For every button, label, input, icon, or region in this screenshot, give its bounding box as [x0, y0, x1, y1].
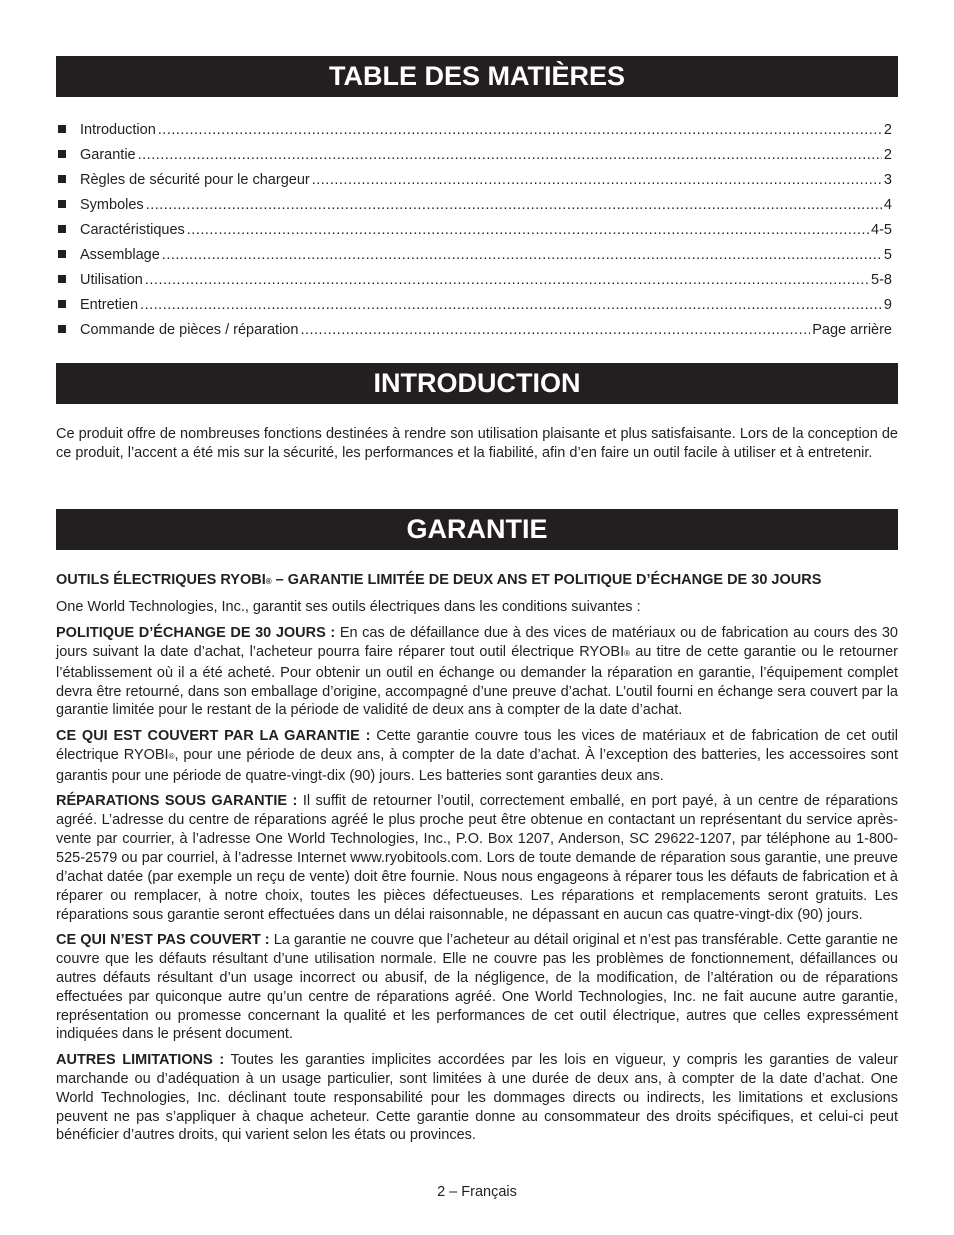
toc-item[interactable]: [56, 322, 892, 347]
dot-leader: [158, 122, 882, 138]
toc-item[interactable]: [56, 247, 892, 272]
toc-item[interactable]: [56, 172, 892, 197]
garantie-paragraph: [56, 1051, 898, 1146]
paragraph-text: En cas de défaillance due à des vices de matériaux ou de fabrication au cours des 30 jours suivant la date d’achat, l’acheteur pourra faire réparer tout outil électrique RYOBI: [56, 624, 898, 660]
dot-leader: [140, 297, 882, 313]
toc-item[interactable]: [56, 222, 892, 247]
garantie-lead: One World Technologies, Inc., garantit ses outils électriques dans les conditions suivantes :: [56, 599, 641, 616]
garantie-paragraph: [56, 624, 898, 721]
dot-leader: [162, 247, 882, 263]
toc-item[interactable]: [56, 122, 892, 147]
registered-mark: ®: [624, 648, 631, 658]
paragraph-heading: POLITIQUE D’ÉCHANGE DE 30 JOURS :: [56, 624, 336, 641]
dot-leader: [300, 322, 810, 338]
toc-item-page: 5-8: [871, 272, 892, 288]
toc-item-page: Page arrière: [812, 322, 892, 338]
dot-leader: [146, 197, 882, 213]
bullet-square-icon: [58, 325, 66, 333]
bullet-square-icon: [58, 225, 66, 233]
garantie-subtitle: [56, 571, 898, 592]
bullet-square-icon: [58, 150, 66, 158]
paragraph-text: Cette garantie couvre tous les vices de matériaux et de fabrication de cet outil électrique RYOBI: [56, 727, 898, 763]
bullet-square-icon: [58, 300, 66, 308]
toc-item-label: Introduction: [80, 122, 156, 138]
garantie-heading: GARANTIE: [56, 509, 898, 550]
toc-item-label: Règles de sécurité pour le chargeur: [80, 172, 310, 188]
table-of-contents: [56, 122, 892, 347]
paragraph-text: au titre de cette garantie ou le retourner l’établissement où il a été acheté. Pour obtenir un outil en échange ou demander la réparation en garantie, l’équipement complet devra être retourné, dans son emballage d’origine, accompagné d’une preuve d’achat. L’outil fourni en échange sera couvert par la garantie limitée pour le restant de la période de validité de deux ans à compter de la date d’achat.: [56, 643, 898, 719]
introduction-heading: INTRODUCTION: [56, 363, 898, 404]
toc-item-label: Assemblage: [80, 247, 160, 263]
paragraph-text: Toutes les garanties implicites accordées par les lois en vigueur, y compris les garanties de valeur marchande ou d’adéquation à un usage particulier, sont limitées à une durée de deux ans, à compter de la date d’achat. One World Technologies, Inc. déclinant toute responsabilité pour les dommages directs ou indirects, les limitations et exclusions peuvent ne pas s’appliquer à chaque acheteur. Cette garantie donne au consommateur des droits spécifiques, et celui-ci peut bénéficier d’autres droits, qui varient selon les états ou provinces.: [56, 1051, 898, 1144]
bullet-square-icon: [58, 175, 66, 183]
toc-item[interactable]: [56, 197, 892, 222]
toc-item-page: 3: [883, 172, 892, 188]
dot-leader: [138, 147, 882, 163]
dot-leader: [145, 272, 869, 288]
bullet-square-icon: [58, 250, 66, 258]
subtitle-rest: – GARANTIE LIMITÉE DE DEUX ANS ET POLITIQUE D’ÉCHANGE DE 30 JOURS: [271, 572, 822, 588]
garantie-paragraph: [56, 727, 898, 786]
subtitle-brand: OUTILS ÉLECTRIQUES RYOBI: [56, 572, 266, 588]
garantie-paragraph: [56, 792, 898, 924]
bullet-square-icon: [58, 200, 66, 208]
dot-leader: [187, 222, 869, 238]
toc-item-label: Caractéristiques: [80, 222, 185, 238]
toc-item[interactable]: [56, 147, 892, 172]
toc-item-page: 5: [883, 247, 892, 263]
toc-heading: TABLE DES MATIÈRES: [56, 56, 898, 97]
garantie-paragraph: [56, 931, 898, 1044]
bullet-square-icon: [58, 275, 66, 283]
toc-item-label: Entretien: [80, 297, 139, 313]
toc-item-page: 2: [883, 122, 892, 138]
paragraph-text: La garantie ne couvre que l’acheteur au détail original et n’est pas transférable. Cette garantie ne couvre que les défauts résultant d’une utilisation normale. Elle ne couvre pas les problèmes de fonctionnement, défaillances ou autres défauts résultant d’un usage incorrect ou abusif, de la négligence, de la modification, de l’altération ou de réparations effectuées par quiconque autre qu’un centre de réparations agréé. One World Technologies, Inc. ne fait aucune autre garantie, représentation ou promesse concernant la qualité et les performances de cet outil électrique, autres que celles expressément indiquées dans le présent document.: [56, 931, 898, 1043]
paragraph-heading: RÉPARATIONS SOUS GARANTIE :: [56, 793, 298, 810]
toc-item-page: 2: [883, 147, 892, 163]
paragraph-heading: CE QUI EST COUVERT PAR LA GARANTIE :: [56, 727, 371, 744]
paragraph-heading: CE QUI N’EST PAS COUVERT :: [56, 931, 270, 948]
registered-mark: ®: [168, 751, 175, 761]
toc-item-page: 4-5: [871, 222, 892, 238]
toc-item-label: Symboles: [80, 197, 144, 213]
dot-leader: [312, 172, 882, 188]
garantie-body: [56, 571, 898, 1152]
toc-item[interactable]: [56, 297, 892, 322]
toc-item-page: 4: [883, 197, 892, 213]
page-footer: 2 – Français: [437, 1184, 517, 1200]
toc-item-label: Utilisation: [80, 272, 143, 288]
toc-item-label: Commande de pièces / réparation: [80, 322, 299, 338]
toc-item-page: 9: [883, 297, 892, 313]
bullet-square-icon: [58, 125, 66, 133]
registered-mark: ®: [265, 577, 272, 586]
paragraph-text: Il suffit de retourner l’outil, correctement emballé, en port payé, à un centre de réparations agréé. L’adresse du centre de réparations agréé le plus proche peut être obtenue en contactant un représentant du service après-vente par courrier, à l’adresse One World Technologies, Inc., P.O. Box 1207, Anderson, SC 29622-1207, par téléphone au 1-800-525-2579 ou par courriel, à l’adresse Internet www.ryobitools.com. Lors de toute demande de réparation sous garantie, une preuve d’achat datée (par exemple un reçu de vente) doit être fournie. Nous nous engageons à réparer tous les défauts de fabrication et à réparer ou remplacer, à notre choix, toutes les pièces défectueuses. Les réparations et remplacements seront gratuits. Les réparations sous garantie seront effectuées dans un délai raisonnable, ne dépassant en aucun cas quatre-vingt-dix (90) jours.: [56, 793, 898, 923]
introduction-text: Ce produit offre de nombreuses fonctions destinées à rendre son utilisation plaisante et plus satisfaisante. Lors de la conception de ce produit, l’accent a été mis sur la sécurité, les performances et la fiabilité, afin d’en faire un outil facile à utiliser et à entretenir.: [56, 426, 898, 461]
toc-item-label: Garantie: [80, 147, 136, 163]
paragraph-text: , pour une période de deux ans, à compter de la date d’achat. À l’exception des batteries, les accessoires sont garantis pour une période de quatre-vingt-dix (90) jours. Les batteries sont garanties deux ans.: [56, 746, 898, 784]
toc-item[interactable]: [56, 272, 892, 297]
paragraph-heading: AUTRES LIMITATIONS :: [56, 1051, 225, 1068]
